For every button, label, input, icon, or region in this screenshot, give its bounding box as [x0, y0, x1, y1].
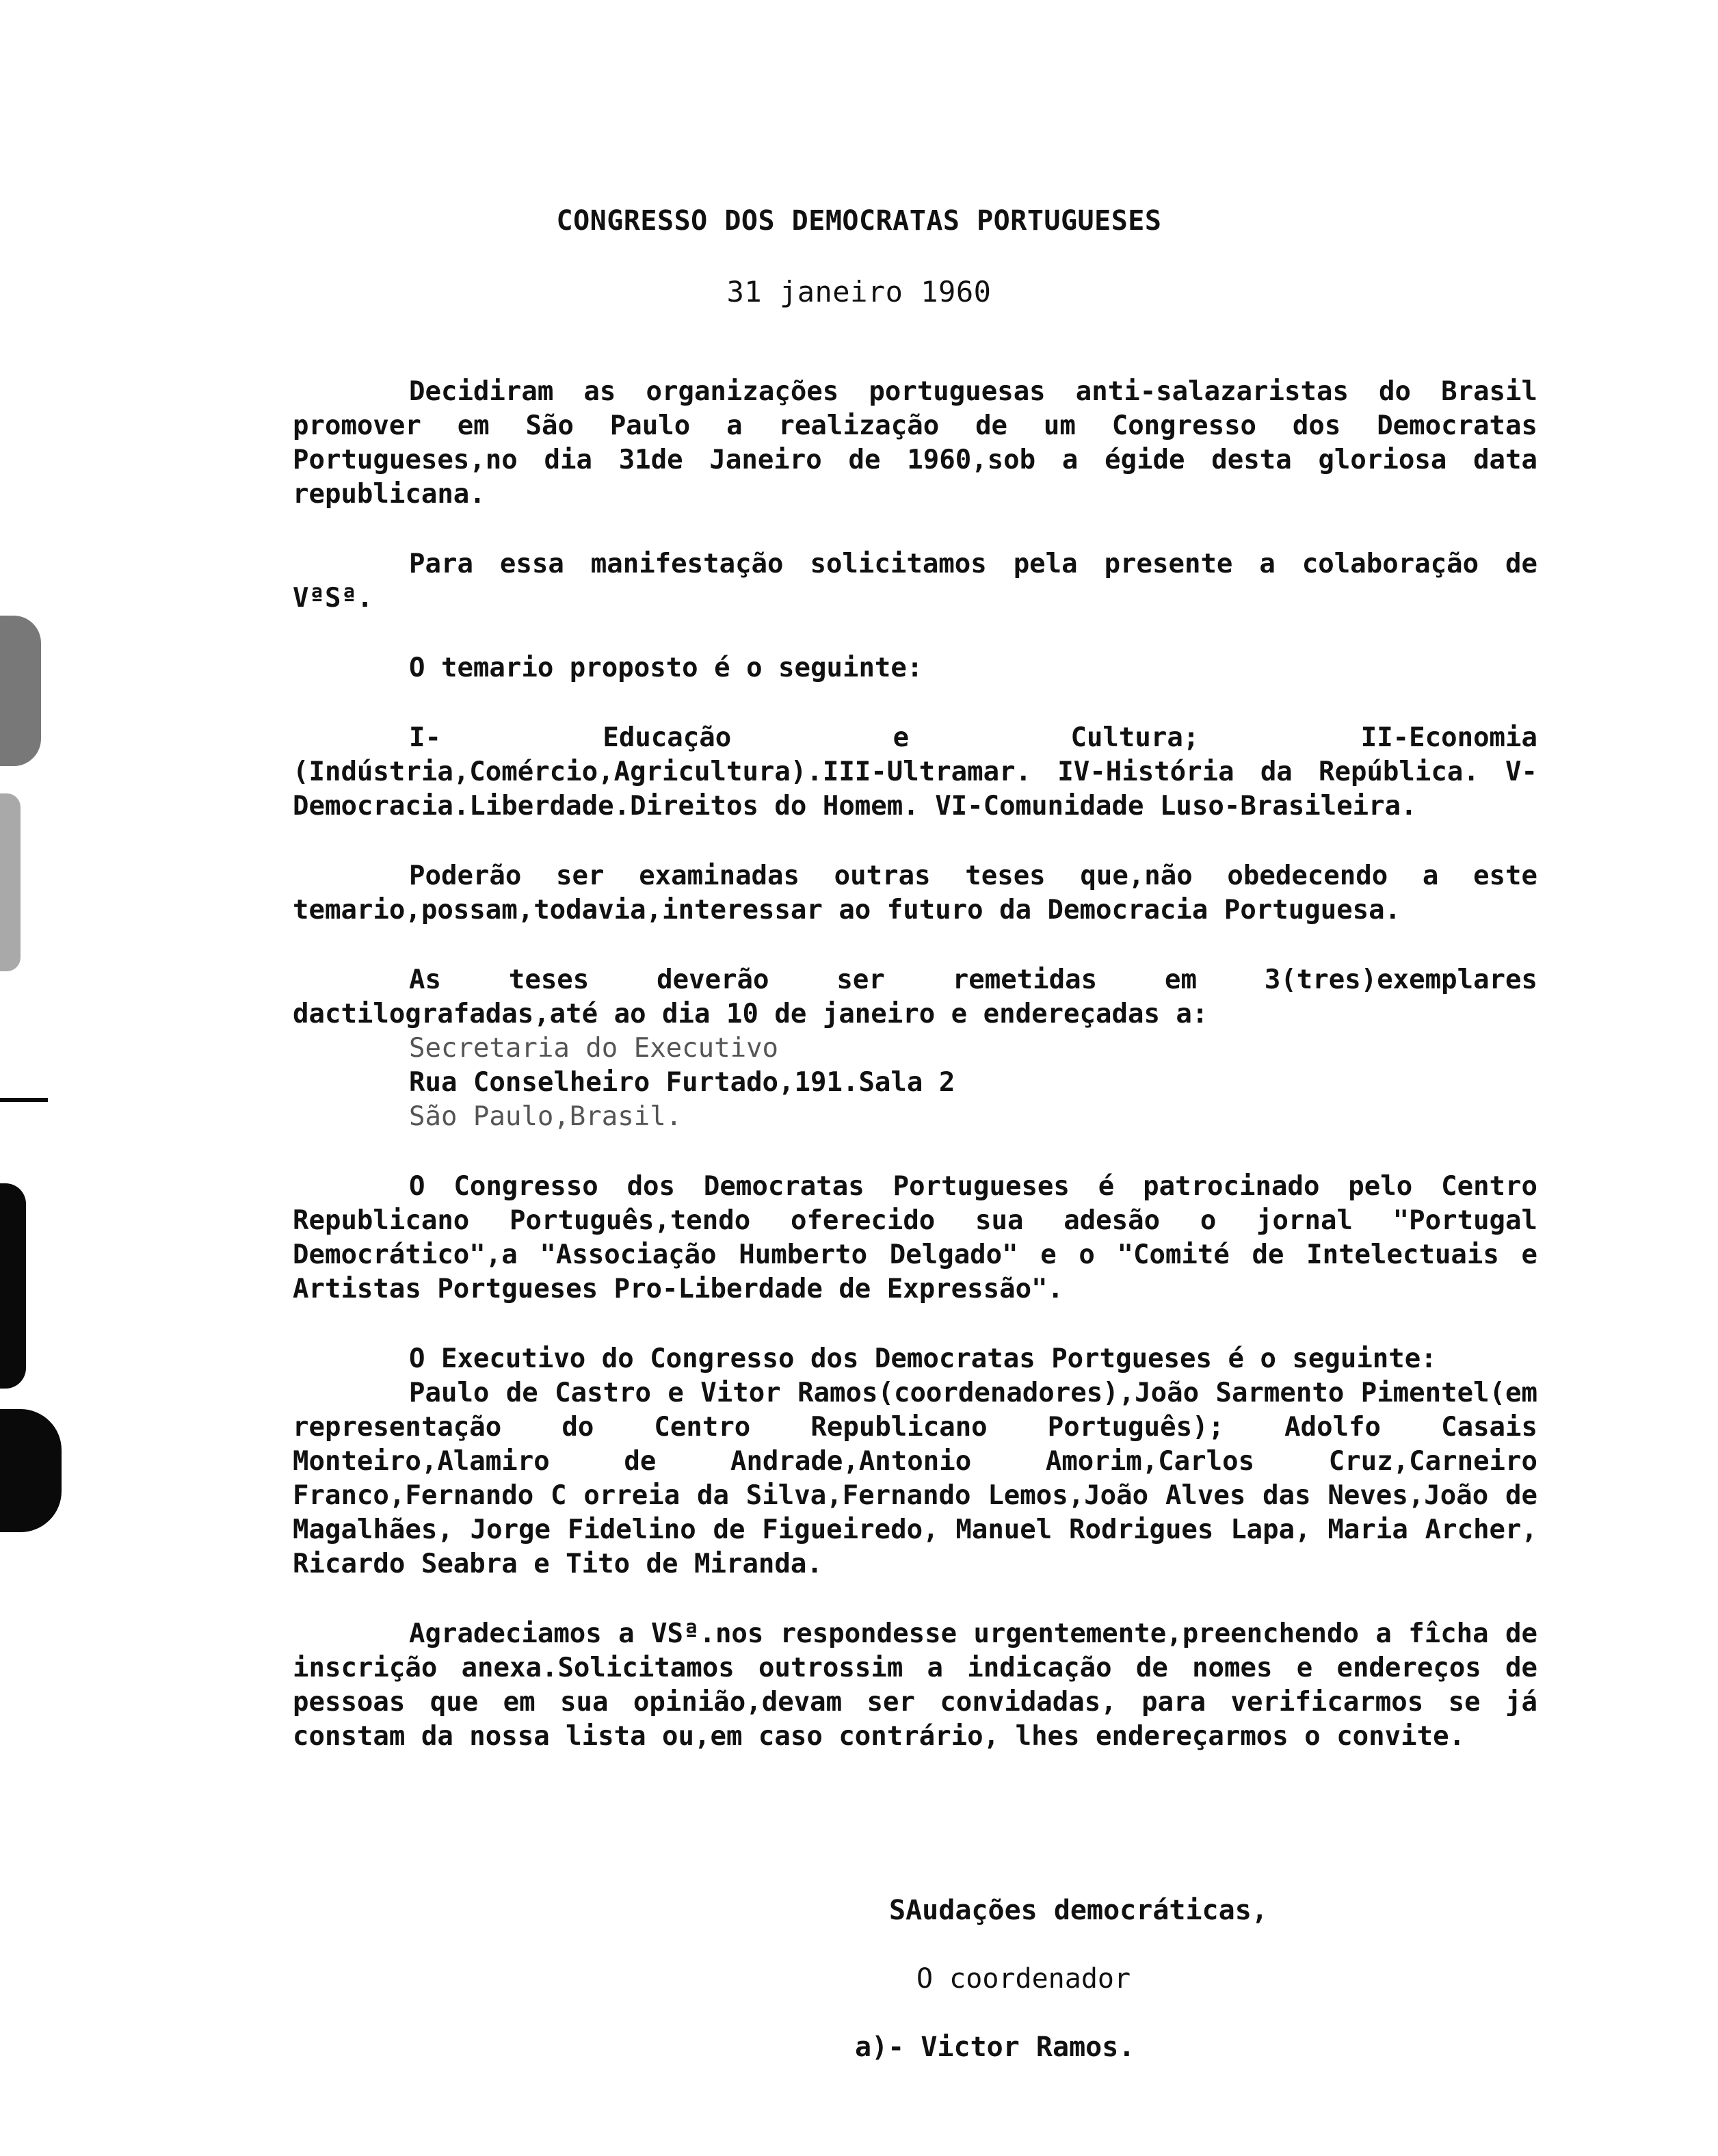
- paragraph-submission: As teses deverão ser remetidas em 3(tres)exemplares dactilografadas,até ao dia 10 de janeiro e endereçadas a:: [293, 964, 1537, 1029]
- paragraph-executive-intro: O Executivo do Congresso dos Democratas Portgueses é o seguinte:: [409, 1343, 1437, 1374]
- paragraph-agenda-intro: O temario proposto é o seguinte:: [409, 653, 923, 683]
- address-line-1: Secretaria do Executivo: [409, 1033, 779, 1064]
- mailing-address: [293, 1031, 1537, 1134]
- scan-edge-mark: [0, 793, 21, 971]
- paragraph-sponsors: O Congresso dos Democratas Portugueses é patrocinado pelo Centro Republicano Português,tendo oferecido sua adesão o jornal "Portugal Democrático",a "Associação Humberto Delgado" e o "Comité de Intelectuais e Artistas Portgueses Pro-Liberdade de Expressão".: [293, 1171, 1537, 1304]
- paragraph-other-theses: Poderão ser examinadas outras teses que,não obedecendo a este temario,possam,todavia,interessar ao futuro da Democracia Portuguesa.: [293, 860, 1537, 925]
- scan-edge-mark: [0, 1183, 26, 1389]
- scan-edge-mark: [0, 1098, 48, 1102]
- scan-edge-mark: [0, 616, 41, 766]
- paragraph-intro: Decidiram as organizações portuguesas anti-salazaristas do Brasil promover em São Paulo a realização de um Congresso dos Democratas Portugueses,no dia 31de Janeiro de 1960,sob a égide desta gloriosa data republicana.: [293, 376, 1537, 510]
- address-line-2: Rua Conselheiro Furtado,191.Sala 2: [409, 1067, 955, 1098]
- closing-role: O coordenador: [916, 1963, 1131, 1995]
- address-line-3: São Paulo,Brasil.: [409, 1101, 683, 1132]
- document-date: 31 janeiro 1960: [726, 275, 992, 308]
- closing-signature: a)- Victor Ramos.: [855, 2032, 1135, 2063]
- closing-greeting: SAudações democráticas,: [889, 1895, 1268, 1926]
- paragraph-executive-members: Paulo de Castro e Vitor Ramos(coordenadores),João Sarmento Pimentel(em representação do Centro Republicano Português); Adolfo Casais Monteiro,Alamiro de Andrade,Antonio Amorim,Carlos Cruz,Carneiro Franco,Fernando C orreia da Silva,Fernando Lemos,João Alves das Neves,João de Magalhães, Jorge Fidelino de Figueiredo, Manuel Rodrigues Lapa, Maria Archer, Ricardo Seabra e Tito de Miranda.: [293, 1378, 1537, 1579]
- paragraph-request: Para essa manifestação solicitamos pela presente a colaboração de VªSª.: [293, 549, 1537, 614]
- letter-body: [293, 375, 1537, 1789]
- scan-edge-mark: [0, 1409, 62, 1532]
- document-title: CONGRESSO DOS DEMOCRATAS PORTUGUESES: [556, 205, 1162, 237]
- paragraph-thanks: Agradeciamos a VSª.nos respondesse urgentemente,preenchendo a fîcha de inscrição anexa.Solicitamos outrossim a indicação de nomes e endereços de pessoas que em sua opinião,devam ser convidadas, para verificarmos se já constam da nossa lista ou,em caso contrário, lhes endereçarmos o convite.: [293, 1618, 1537, 1752]
- paragraph-agenda-items: I- Educação e Cultura; II-Economia (Indústria,Comércio,Agricultura).III-Ultramar. IV-História da República. V-Democracia.Liberdade.Direitos do Homem. VI-Comunidade Luso-Brasileira.: [293, 722, 1537, 821]
